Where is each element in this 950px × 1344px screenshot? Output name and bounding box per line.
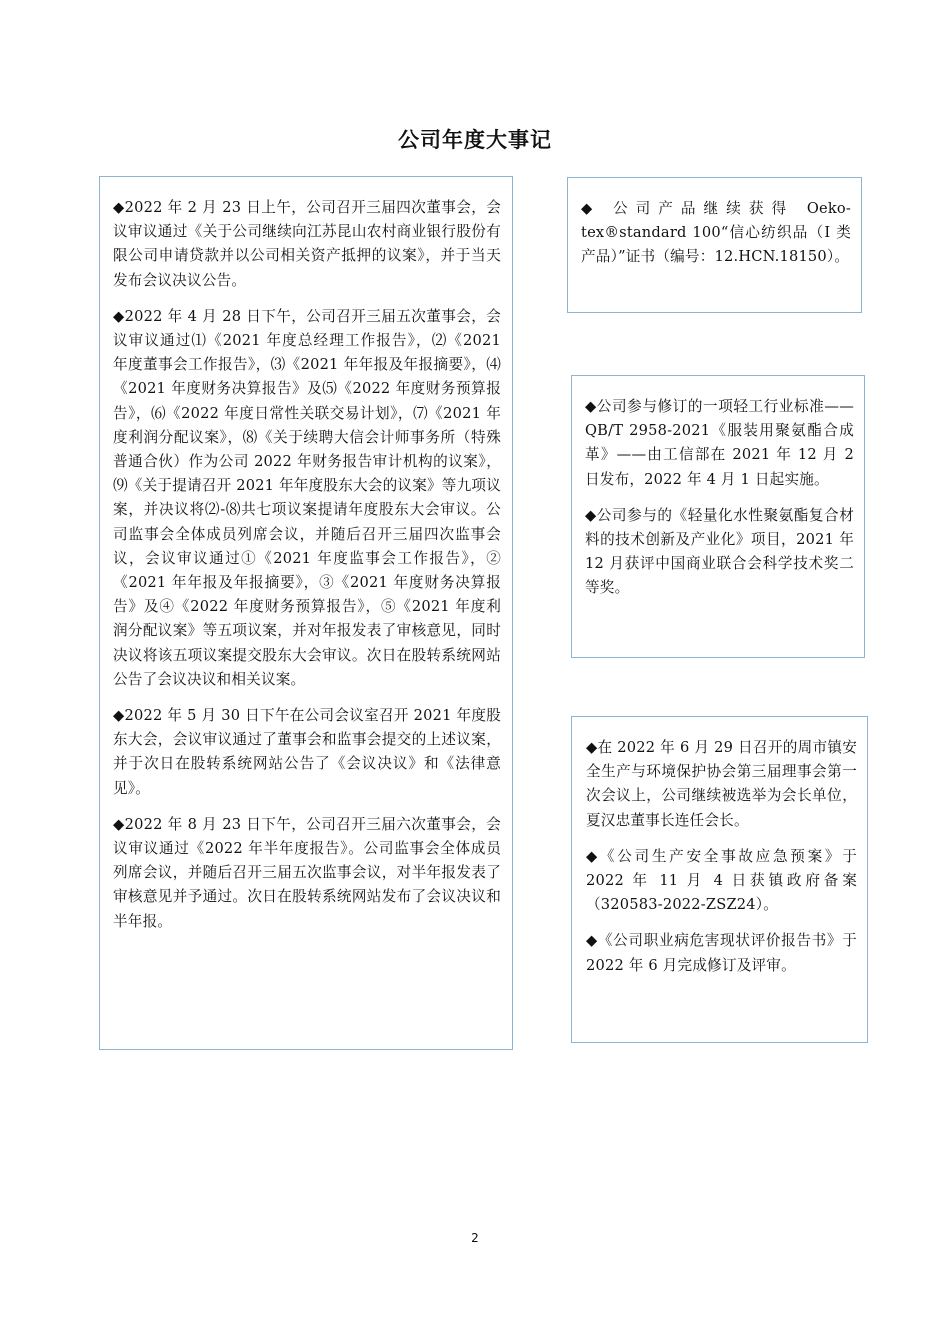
event-paragraph: ◆2022 年 8 月 23 日下午，公司召开三届六次董事会，会议审议通过《2022 年半年度报告》。公司监事会全体成员列席会议，并随后召开三届五次监事会议，对半年报发表了审核意见并予通过。次日在股转系统网站发布了会议决议和半年报。 bbox=[113, 815, 501, 930]
events-box-standards-awards bbox=[571, 375, 865, 658]
event-paragraph: ◆公司参与修订的一项轻工行业标准——QB/T 2958-2021《服装用聚氨酯合成革》——由工信部在 2021 年 12 月 2 日发布，2022 年 4 月 1 日起实施。 bbox=[585, 398, 854, 488]
event-paragraph: ◆在 2022 年 6 月 29 日召开的周市镇安全生产与环境保护协会第三届理事会第一次会议上，公司继续被选举为会长单位，夏汉忠董事长连任会长。 bbox=[586, 739, 857, 829]
event-paragraph: ◆2022 年 5 月 30 日下午在公司会议室召开 2021 年度股东大会，会议审议通过了董事会和监事会提交的上述议案，并于次日在股转系统网站公告了《会议决议》和《法律意见》。 bbox=[113, 707, 501, 797]
event-paragraph: ◆2022 年 2 月 23 日上午，公司召开三届四次董事会，会议审议通过《关于公司继续向江苏昆山农村商业银行股份有限公司申请贷款并以公司相关资产抵押的议案》，并于当天发布会议决议公告。 bbox=[113, 199, 501, 289]
events-box-certification bbox=[567, 177, 862, 313]
event-paragraph: ◆ 公司产品继续获得 Oeko-tex®standard 100“信心纺织品（I 类产品）”证书（编号：12.HCN.18150）。 bbox=[581, 200, 851, 266]
event-paragraph: ◆2022 年 4 月 28 日下午，公司召开三届五次董事会，会议审议通过⑴《2021 年度总经理工作报告》，⑵《2021 年度董事会工作报告》，⑶《2021 年年报及年报摘要》，⑷《2021 年度财务决算报告》及⑸《2022 年度财务预算报告》，⑹《2022 年度日常性关联交易计划》，⑺《2021 年度利润分配议案》，⑻《关于续聘大信会计师事务所（特殊普通合伙）作为公司 2022 年财务报告审计机构的议案》，⑼《关于提请召开 2021 年年度股东大会的议案》等九项议案，并决议将⑵-⑻共七项议案提请年度股东大会审议。公司监事会全体成员列席会议，并随后召开三届四次监事会议，会议审议通过①《2021 年度监事会工作报告》，②《2021 年年报及年报摘要》，③《2021 年度财务决算报告》及④《2022 年度财务预算报告》，⑤《2021 年度利润分配议案》等五项议案，并对年报发表了审核意见，同时决议将该五项议案提交股东大会审议。次日在股转系统网站公告了会议决议和相关议案。 bbox=[113, 307, 501, 688]
events-box-safety bbox=[571, 716, 868, 1043]
page-title: 公司年度大事记 bbox=[398, 128, 552, 152]
event-paragraph: ◆《公司生产安全事故应急预案》于 2022 年 11 月 4 日获镇政府备案（320583-2022-ZSZ24）。 bbox=[586, 847, 857, 914]
event-paragraph: ◆《公司职业病危害现状评价报告书》于 2022 年 6 月完成修订及评审。 bbox=[586, 932, 857, 974]
page-number: 2 bbox=[471, 1231, 479, 1245]
event-paragraph: ◆公司参与的《轻量化水性聚氨酯复合材料的技术创新及产业化》项目，2021 年 12 月获评中国商业联合会科学技术奖二等奖。 bbox=[585, 506, 854, 597]
events-box-board-meetings bbox=[99, 176, 513, 1050]
